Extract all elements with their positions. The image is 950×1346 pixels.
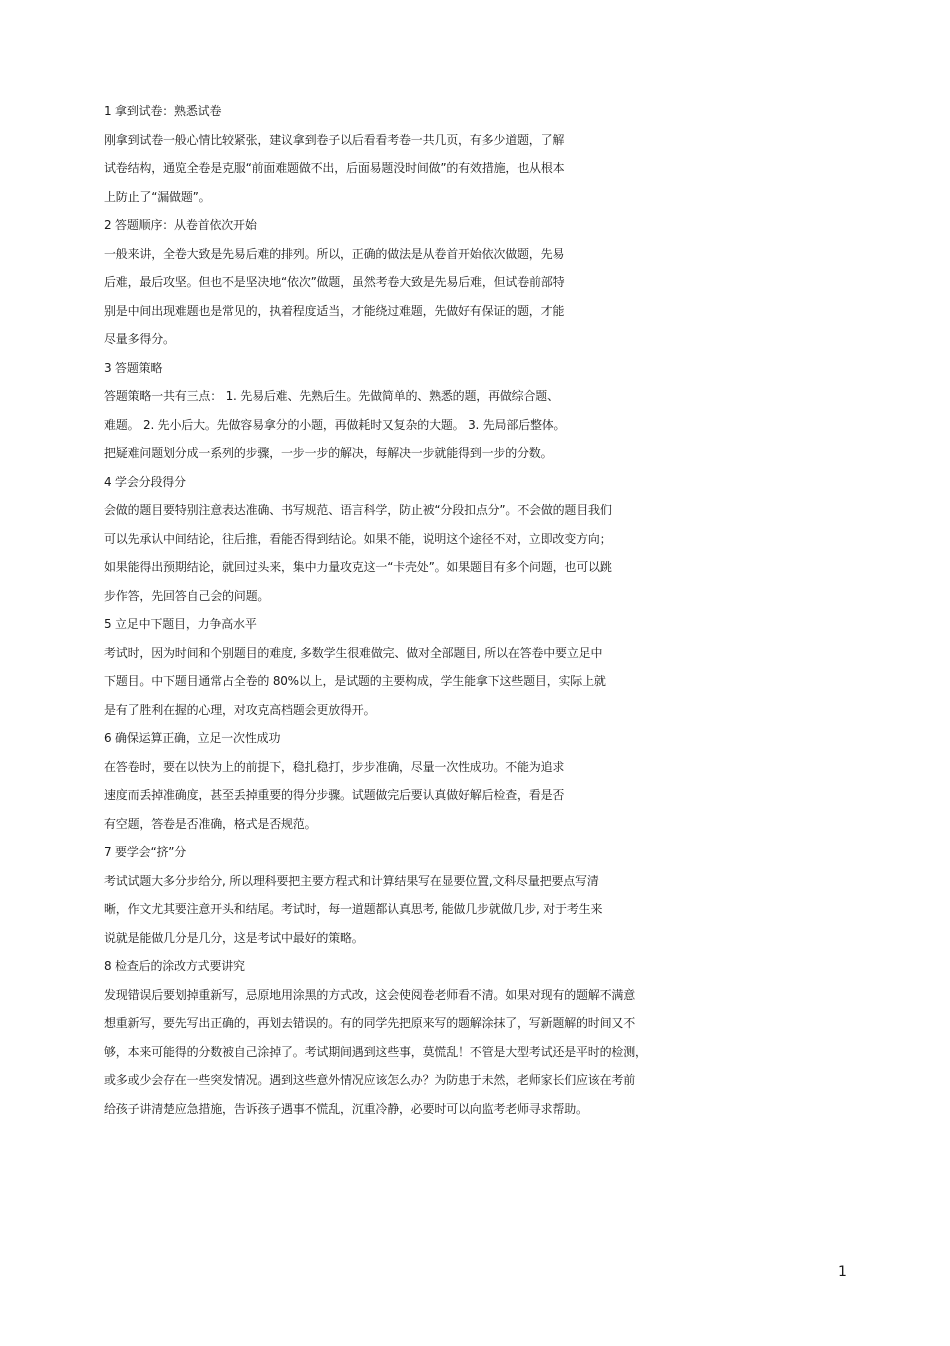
text-line: 有空题，答卷是否准确，格式是否规范。: [104, 816, 317, 831]
text-line: 发现错误后要划掉重新写，忌原地用涂黑的方式改，这会使阅卷老师看不清。如果对现有的题解不满意: [104, 987, 636, 1002]
text-line: 给孩子讲清楚应急措施，告诉孩子遇事不慌乱，沉重冷静，必要时可以向监考老师寻求帮助。: [104, 1101, 588, 1116]
text-line: 上防止了“漏做题”。: [104, 189, 211, 204]
text-line: 在答卷时，要在以快为上的前提下，稳扎稳打，步步准确，尽量一次性成功。不能为追求: [104, 759, 565, 774]
text-line: 步作答，先回答自己会的问题。: [104, 588, 270, 603]
text-line: 刚拿到试卷一般心情比较紧张，建议拿到卷子以后看看考卷一共几页，有多少道题，了解: [104, 132, 565, 147]
section-heading: 7 要学会“挤”分: [104, 845, 187, 859]
section-heading: 2 答题顺序：从卷首依次开始: [104, 218, 257, 232]
text-line: 把疑难问题划分成一系列的步骤，一步一步的解决，每解决一步就能得到一步的分数。: [104, 446, 553, 460]
text-line: 如果能得出预期结论，就回过头来，集中力量攻克这一“卡壳处”。如果题目有多个问题，也可以跳: [104, 560, 612, 574]
page-number: 1: [838, 1264, 847, 1280]
text-line: 可以先承认中间结论，往后推，看能否得到结论。如果不能，说明这个途径不对，立即改变方向；: [104, 531, 612, 546]
text-line: 够，本来可能得的分数被自己涂掉了。考试期间遇到这些事，莫慌乱！不管是大型考试还是平时的检测，: [104, 1044, 647, 1059]
section-heading: 3 答题策略: [104, 360, 163, 375]
text-line: 答题策略一共有三点： 1. 先易后难、先熟后生。先做简单的、熟悉的题，再做综合题、: [104, 389, 559, 403]
text-line: 是有了胜利在握的心理，对攻克高档题会更放得开。: [104, 702, 376, 717]
text-line: 下题目。中下题目通常占全卷的 80%以上，是试题的主要构成，学生能拿下这些题目，实际上就: [104, 674, 606, 688]
text-line: 难题。 2. 先小后大。先做容易拿分的小题，再做耗时又复杂的大题。 3. 先局部后整体。: [104, 417, 566, 432]
text-line: 试卷结构，通览全卷是克服“前面难题做不出，后面易题没时间做”的有效措施，也从根本: [104, 161, 565, 175]
section-heading: 6 确保运算正确，立足一次性成功: [104, 731, 281, 745]
text-line: 别是中间出现难题也是常见的，执着程度适当，才能绕过难题，先做好有保证的题，才能: [104, 303, 565, 318]
text-line: 或多或少会存在一些突发情况。遇到这些意外情况应该怎么办？为防患于未然，老师家长们应该在考前: [104, 1073, 636, 1087]
text-line: 会做的题目要特别注意表达准确、书写规范、语言科学，防止被“分段扣点分”。不会做的题目我们: [104, 503, 612, 517]
text-line: 后难，最后攻坚。但也不是坚决地“依次”做题，虽然考卷大致是先易后难，但试卷前部特: [104, 275, 565, 289]
section-heading: 4 学会分段得分: [104, 474, 186, 489]
text-line: 一般来讲，全卷大致是先易后难的排列。所以，正确的做法是从卷首开始依次做题，先易: [104, 246, 565, 261]
document-body: [104, 97, 904, 1123]
text-line: 晰，作文尤其要注意开头和结尾。考试时，每一道题都认真思考, 能做几步就做几步, 对于考生来: [104, 902, 603, 916]
text-line: 尽量多得分。: [104, 332, 175, 346]
text-line: 考试试题大多分步给分, 所以理科要把主要方程式和计算结果写在显要位置,文科尽量把要点写清: [104, 873, 599, 888]
text-line: 说就是能做几分是几分，这是考试中最好的策略。: [104, 930, 364, 945]
section-heading: 8 检查后的涂改方式要讲究: [104, 959, 245, 973]
text-line: 考试时，因为时间和个别题目的难度, 多数学生很难做完、做对全部题目, 所以在答卷中要立足中: [104, 645, 603, 660]
section-heading: 1 拿到试卷：熟悉试卷: [104, 104, 222, 118]
section-heading: 5 立足中下题目，力争高水平: [104, 617, 257, 631]
text-line: 想重新写，要先写出正确的，再划去错误的。有的同学先把原来写的题解涂抹了，写新题解的时间又不: [104, 1016, 636, 1030]
text-line: 速度而丢掉准确度，甚至丢掉重要的得分步骤。试题做完后要认真做好解后检查，看是否: [104, 788, 565, 802]
